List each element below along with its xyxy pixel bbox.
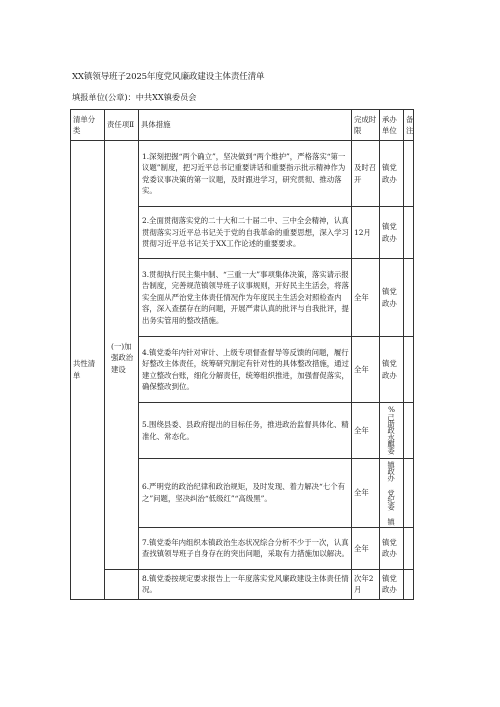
measure-cell: 7.镇党委年内组织本镇政治生态状况综合分析不少于一次，认真查找镇领导班子自身存在的突出问题，采取有力措施加以解决。: [139, 527, 352, 569]
note-cell: [404, 459, 414, 528]
header-note: 备注: [404, 110, 414, 141]
note-cell: [404, 259, 414, 337]
document-title: XX镇领导班子2025年度党风廉政建设主体责任清单: [72, 72, 265, 82]
undertaker-cell: 镇党政办: [380, 527, 404, 569]
note-cell: [404, 141, 414, 207]
table-header-row: [71, 110, 414, 141]
undertaker-cell: 镇党政办: [380, 259, 404, 337]
header-responsibility: 责任项Ⅱ: [105, 110, 139, 141]
deadline-cell: 次年2月: [352, 569, 380, 599]
header-undertaker: 承办单位: [380, 110, 404, 141]
note-cell: [404, 569, 414, 599]
table-row: [71, 141, 414, 207]
undertaker-cell: 镇党政办: [380, 569, 404, 599]
header-measures: 具体措施: [139, 110, 352, 141]
measure-cell: 2.全面贯彻落实党的二十大和二十届二中、三中全会精神，认真贯彻落实习近平总书记关于党的自我革命的重要思想，深入学习贯彻习近平总书记关于XX工作论述的重要要求。: [139, 207, 352, 259]
measure-cell: 6.严明党的政治纪律和政治规矩，及时发现、着力解决“七个有之”问题，坚决纠治“低级红”“高级黑”。: [139, 459, 352, 528]
responsibility-cell-empty: [105, 569, 139, 599]
header-category: 清单分类: [71, 110, 105, 141]
deadline-cell: 全年: [352, 459, 380, 528]
note-cell: [404, 207, 414, 259]
header-deadline: 完成时限: [352, 110, 380, 141]
measure-cell: 4.镇党委年内针对审计、上级专项督查督导等反馈的问题，履行好整改主体责任，统筹研究制定有针对性的具体整改措施，通过建立整改台账，细化分解责任，统筹组织推进，加强督促落实，确保整改到位。: [139, 337, 352, 403]
category-cell: 共性清单: [71, 141, 105, 600]
undertaker-cell: 镇党政办: [380, 207, 404, 259]
undertaker-cell: 镇党政办: [380, 141, 404, 207]
deadline-cell: 全年: [352, 527, 380, 569]
deadline-cell: 12月: [352, 207, 380, 259]
measure-cell: 3.贯彻执行民主集中制、“三重一大”事项集体决策，落实请示报告制度，完善规范镇领导班子议事规则，开好民主生活会，将落实全面从严治党主体责任情况作为年度民主生活会对照检查内容，深入查摆存在的问题，开展严肃认真的批评与自我批评，提出务实管用的整改措施。: [139, 259, 352, 337]
measure-cell: 1.深刻把握“两个确立”，坚决做到“两个维护”，严格落实“第一议题”制度，把习近平总书记重要讲话和重要指示批示精神作为党委议事决策的第一议题，及时跟进学习，研究贯彻、推动落实。: [139, 141, 352, 207]
deadline-cell: 全年: [352, 259, 380, 337]
filler-unit-label: 填报单位(公章)：中共XX镇委员会: [72, 92, 197, 102]
note-cell: [404, 337, 414, 403]
undertaker-cell: 镇党政办: [380, 337, 404, 403]
deadline-cell: 及时召开: [352, 141, 380, 207]
measure-cell: 5.围绕县委、县政府提出的目标任务，推进政治监督具体化、精准化、常态化。: [139, 403, 352, 459]
responsibility-cell: (一)加强政治建设: [105, 141, 139, 570]
note-cell: [404, 403, 414, 459]
undertaker-cell: 镇政办 党纪委 镇: [380, 459, 404, 528]
deadline-cell: 全年: [352, 403, 380, 459]
note-cell: [404, 527, 414, 569]
table-row: [71, 569, 414, 599]
deadline-cell: 全年: [352, 337, 380, 403]
measure-cell: 8.镇党委按规定要求报告上一年度落实党风廉政建设主体责任情况。: [139, 569, 352, 599]
undertaker-cell: %己助政水麒委: [380, 403, 404, 459]
responsibility-table: [70, 109, 414, 600]
